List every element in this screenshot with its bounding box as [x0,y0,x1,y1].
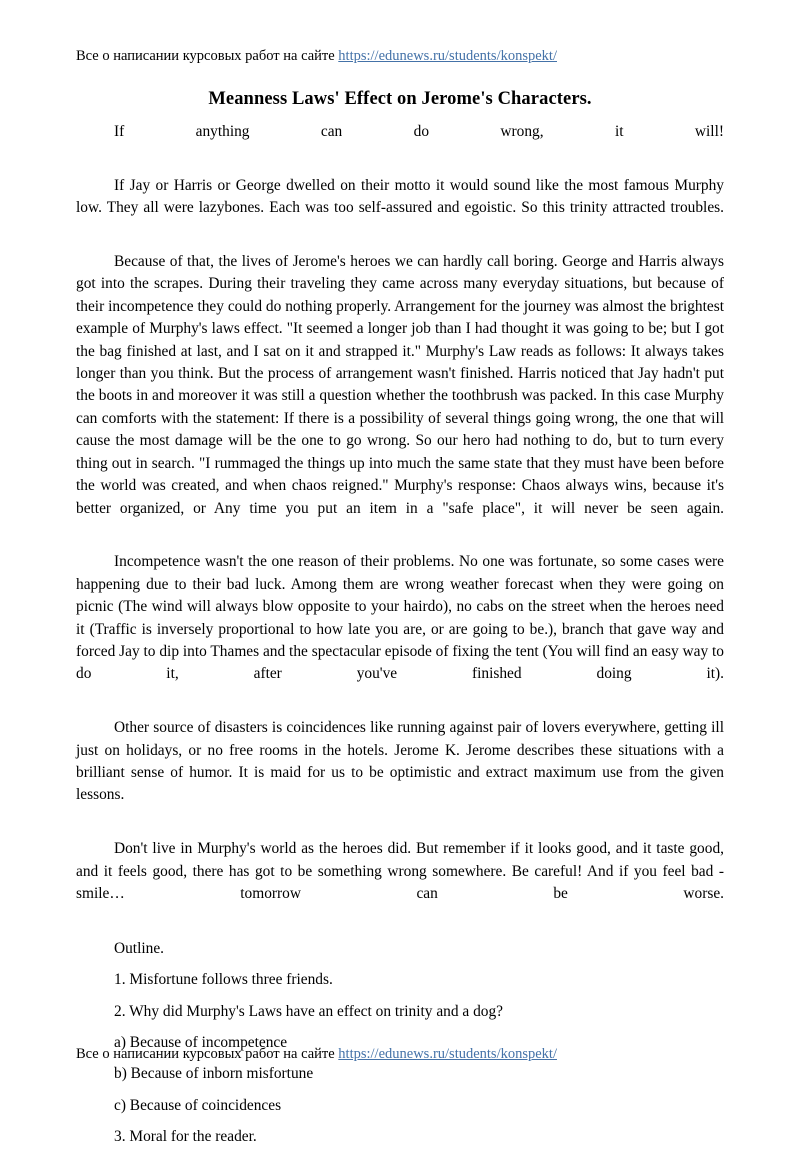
paragraph: If anything can do wrong, it will! [114,123,724,140]
page-footer [76,1045,724,1065]
outline-heading: Outline. [114,939,165,957]
footer-text: Все о написании курсовых работ на сайте [76,1046,339,1062]
outline-item: 3. Moral for the reader. [114,1128,257,1146]
outline-item: c) Because of coincidences [114,1096,282,1114]
paragraph: If Jay or Harris or George dwelled on their motto it would sound like the most famous Murphy low. They all were lazybones. Each was too self-assured and egoistic. So this trinity attracted troubles. [76,176,724,217]
header-line [76,47,724,67]
paragraph: Other source of disasters is coincidences like running against pair of lovers everywhere, getting ill just on holidays, or no free rooms in the hotels. Jerome K. Jerome describes these situations with a brilliant sense of humor. It is maid for us to be optimistic and extract maximum use from the given lessons. [76,719,724,804]
paragraph: Incompetence wasn't the one reason of their problems. No one was fortunate, so some cases were happening due to their bad luck. Among them are wrong weather forecast when they were going on picnic (The wind will always blow opposite to your hairdo), no cabs on the street when the heroes need it (Traffic is inversely proportional to how late you are, or are going to be.), branch that gave way and forced Jay to dip into Thames and the spectacular episode of fixing the tent (You will find an easy way to do it, after you've finished doing it). [76,553,724,683]
header-site-link[interactable]: https://edunews.ru/students/konspekt/ [338,48,557,64]
outline-item: 1. Misfortune follows three friends. [114,971,333,989]
outline-item: b) Because of inborn misfortune [114,1065,314,1083]
outline-item: a) Because of incompetence [114,1034,288,1052]
footer-site-link[interactable]: https://edunews.ru/students/konspekt/ [338,1046,557,1062]
footer-line [76,1045,724,1065]
paragraph: Don't live in Murphy's world as the heroes did. But remember if it looks good, and it taste good, and it feels good, there has got to be something wrong somewhere. Be careful! And if you feel bad - smile… tomorrow can be worse. [76,840,724,902]
outline-item: 2. Why did Murphy's Laws have an effect on trinity and a dog? [114,1002,504,1020]
page-title: Meanness Laws' Effect on Jerome's Characters. [208,89,592,109]
document-body [76,121,724,1149]
page-header [76,47,724,67]
header-text: Все о написании курсовых работ на сайте [76,48,339,64]
paragraph: Because of that, the lives of Jerome's heroes we can hardly call boring. George and Harris always got into the scrapes. During their traveling they came across many everyday situations, but because of their incompetence they could do nothing properly. Arrangement for the journey was almost the brightest example of Murphy's laws effect. "It seemed a longer job than I had thought it was going to be; but I got the bag finished at last, and I sat on it and strapped it." Murphy's Law reads as follows: It always takes longer than you think. But the process of arrangement wasn't finished. Harris noticed that Jay hadn't put the boots in and moreover it was still a question whether the toothbrush was packed. In this case Murphy can comforts with the statement: If there is a possibility of several things going wrong, the one that will cause the most damage will be the one to go wrong. So our hero had nothing to do, but to turn every thing out in search. "I rummaged the things up into much the same state that they must have been before the world was created, and when chaos reigned." Murphy's response: Chaos always wins, because it's better organized, or Any time you put an item in a "safe place", it will never be seen again. [76,253,724,517]
